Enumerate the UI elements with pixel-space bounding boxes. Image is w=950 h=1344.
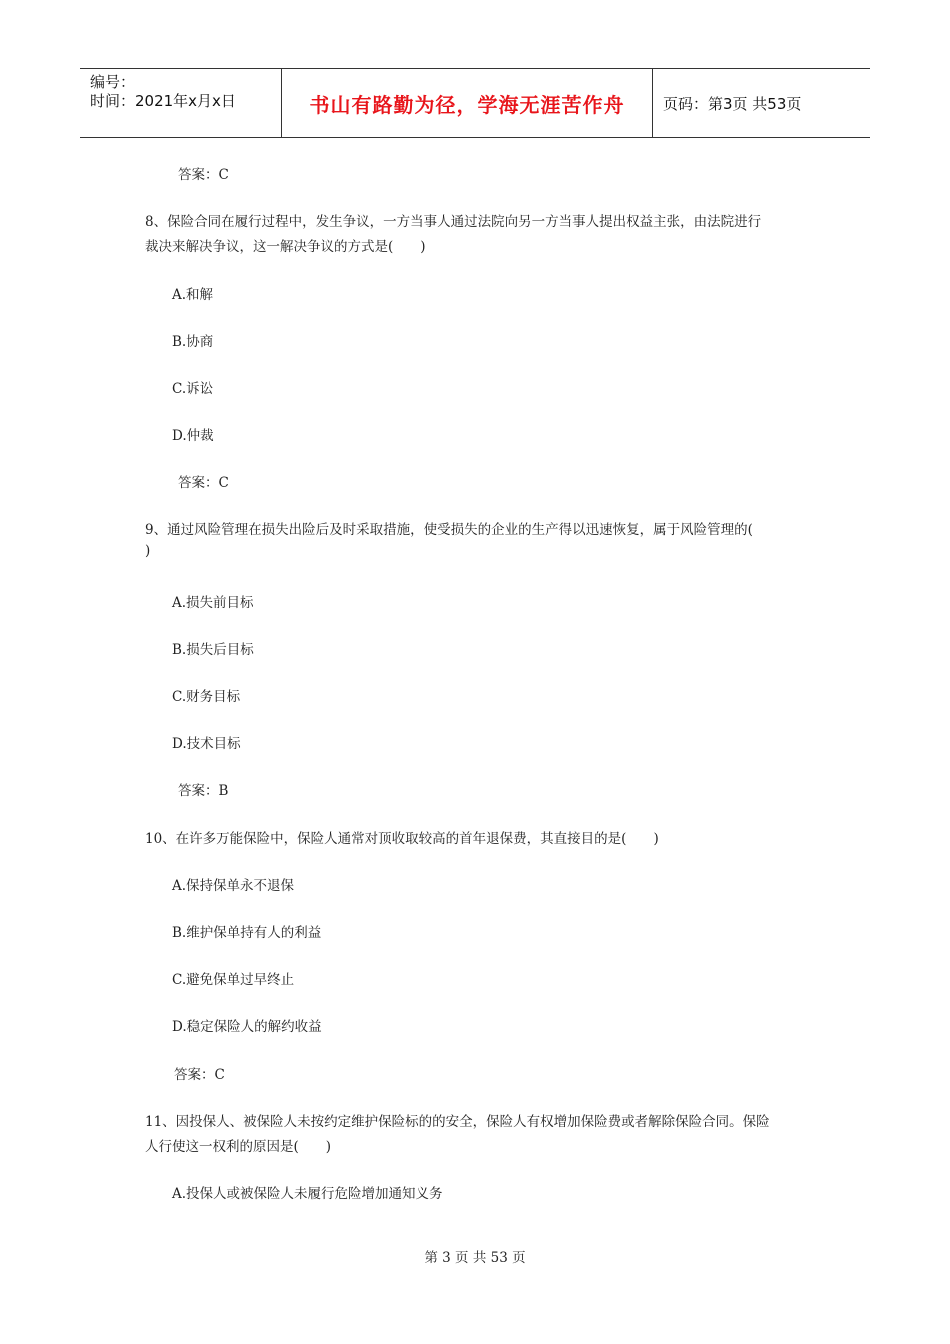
text-line: C.诉讼 [172, 381, 214, 397]
text-line: B.损失后目标 [172, 642, 254, 658]
text-line: 答案：B [178, 783, 229, 799]
text-line: D.稳定保险人的解约收益 [172, 1019, 322, 1035]
text-line: 答案：C [178, 475, 229, 491]
text-line: A.损失前目标 [172, 595, 254, 611]
page-header [80, 68, 870, 138]
header-page-info: 页码：第3页 共53页 [663, 94, 802, 113]
text-line: 10、在许多万能保险中，保险人通常对顶收取较高的首年退保费，其直接目的是( ) [145, 831, 659, 847]
text-line: ) [145, 543, 151, 559]
text-line: 8、保险合同在履行过程中，发生争议，一方当事人通过法院向另一方当事人提出权益主张，由法院进行 [145, 214, 762, 230]
text-line: 裁决来解决争议，这一解决争议的方式是( ) [145, 239, 426, 255]
text-line: A.保持保单永不退保 [172, 878, 295, 894]
page-footer: 第 3 页 共 53 页 [424, 1250, 526, 1266]
header-number-label: 编号： [90, 73, 136, 91]
text-line: 答案：C [174, 1067, 225, 1083]
text-line: D.仲裁 [172, 428, 214, 444]
text-line: 9、通过风险管理在损失出险后及时采取措施，使受损失的企业的生产得以迅速恢复，属于风险管理的( [145, 522, 753, 538]
text-line: A.和解 [172, 287, 214, 303]
text-line: A.投保人或被保险人未履行危险增加通知义务 [172, 1186, 443, 1202]
text-line: C.财务目标 [172, 689, 241, 705]
header-motto-cell [281, 69, 653, 137]
text-line: 人行使这一权利的原因是( ) [145, 1139, 332, 1155]
text-line: D.技术目标 [172, 736, 241, 752]
header-time-label: 时间：2021年x月x日 [90, 92, 236, 110]
text-line: 11、因投保人、被保险人未按约定维护保险标的的安全，保险人有权增加保险费或者解除保险合同。保险 [145, 1114, 770, 1130]
text-line: 答案：C [178, 167, 229, 183]
header-meta [80, 69, 281, 137]
text-line: C.避免保单过早终止 [172, 972, 295, 988]
text-line: B.维护保单持有人的利益 [172, 925, 322, 941]
text-line: B.协商 [172, 334, 214, 350]
header-motto: 书山有路勤为径，学海无涯苦作舟 [309, 92, 625, 117]
